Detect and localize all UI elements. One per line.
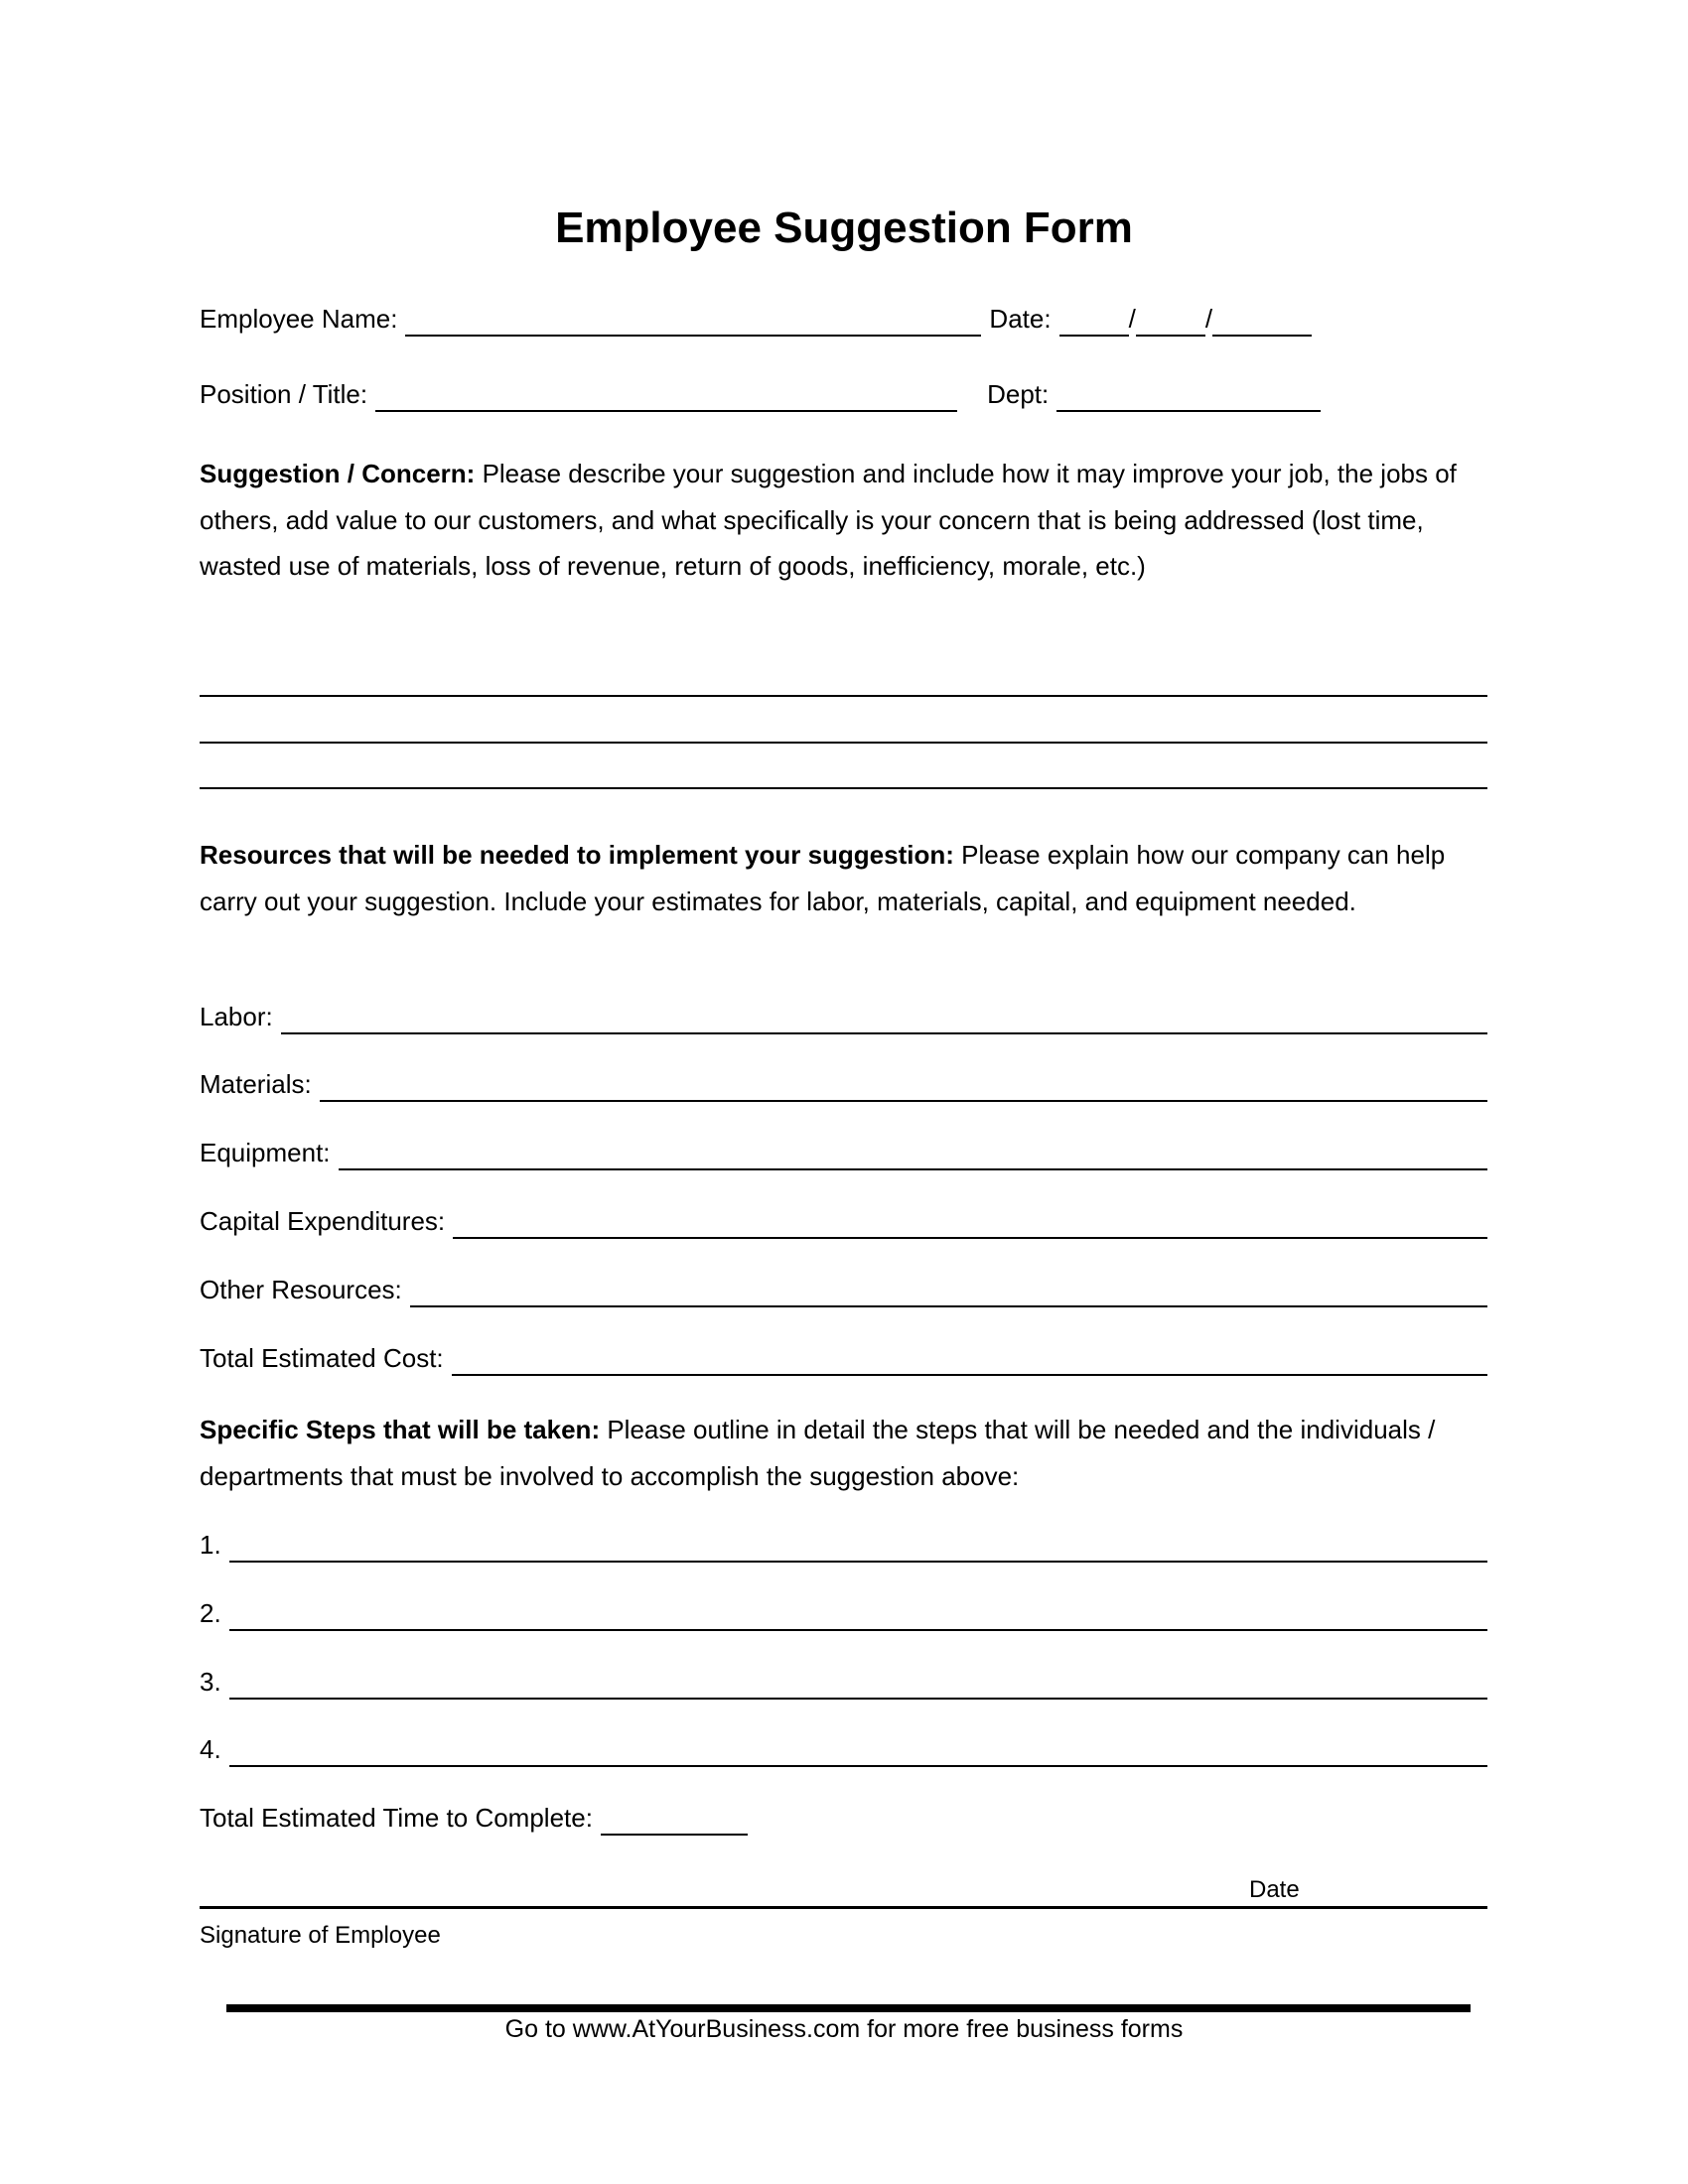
materials-label: Materials: [200,1069,312,1099]
suggestion-line[interactable] [200,742,1487,744]
step-row [200,1527,1487,1563]
materials-row [200,1066,1487,1102]
total-cost-field[interactable] [452,1346,1487,1376]
step-field[interactable] [229,1670,1487,1700]
signature-label: Signature of Employee [200,1922,441,1949]
total-time-field[interactable] [601,1806,748,1836]
steps-instructions [200,1407,1487,1499]
equipment-field[interactable] [339,1141,1487,1170]
labor-row [200,999,1487,1034]
step-field[interactable] [229,1737,1487,1767]
step-field[interactable] [229,1601,1487,1631]
date-day-field[interactable] [1136,307,1205,337]
signature-line[interactable] [200,1906,1487,1909]
date-separator: / [1128,304,1136,334]
steps-heading: Specific Steps that will be taken: [200,1415,601,1444]
suggestion-text: Please describe your suggestion and include how it may improve your job, the jobs of others, add value to our customers, and what specifically is your concern that is being addressed (lost time, wasted use of materials, loss of revenue, return of goods, inefficiency, morale, etc.) [200,459,1457,581]
position-label: Position / Title: [200,379,368,409]
footer-text: Go to www.AtYourBusiness.com for more free business forms [504,2015,1184,2043]
step-row [200,1664,1487,1700]
suggestion-line[interactable] [200,695,1487,697]
date-month-field[interactable] [1059,307,1129,337]
dept-field[interactable] [1056,382,1321,412]
step-field[interactable] [229,1533,1487,1563]
labor-field[interactable] [281,1005,1487,1034]
capital-row [200,1203,1487,1239]
resources-text: Please explain how our company can help carry out your suggestion. Include your estimates for labor, materials, capital, and equipment needed. [200,840,1446,916]
step-row [200,1595,1487,1631]
suggestion-instructions [200,451,1487,590]
other-resources-row [200,1272,1487,1307]
date-label: Date: [989,304,1052,334]
steps-text: Please outline in detail the steps that will be needed and the individuals / departments that must be involved to accomplish the suggestion above: [200,1415,1436,1491]
resources-heading: Resources that will be needed to implement your suggestion: [200,840,954,870]
employee-name-row [200,301,1487,337]
footer-divider [226,2004,1471,2012]
resources-instructions [200,832,1487,924]
capital-field[interactable] [453,1209,1487,1239]
step-number: 3. [200,1667,221,1697]
step-number: 2. [200,1598,221,1628]
position-field[interactable] [375,382,957,412]
date-separator: / [1204,304,1213,334]
other-resources-label: Other Resources: [200,1275,402,1304]
step-number: 1. [200,1530,221,1560]
step-number: 4. [200,1734,221,1764]
step-row [200,1731,1487,1767]
labor-label: Labor: [200,1002,273,1031]
suggestion-line[interactable] [200,787,1487,789]
dept-label: Dept: [987,379,1050,409]
employee-name-field[interactable] [405,307,981,337]
total-time-row [200,1800,1487,1836]
capital-label: Capital Expenditures: [200,1206,446,1236]
suggestion-heading: Suggestion / Concern: [200,459,476,488]
page-title: Employee Suggestion Form [555,204,1133,252]
materials-field[interactable] [320,1072,1487,1102]
equipment-row [200,1135,1487,1170]
total-cost-label: Total Estimated Cost: [200,1343,444,1373]
other-resources-field[interactable] [410,1278,1487,1307]
position-row [200,376,1487,412]
employee-name-label: Employee Name: [200,304,398,334]
date-year-field[interactable] [1212,307,1312,337]
equipment-label: Equipment: [200,1138,331,1167]
total-time-label: Total Estimated Time to Complete: [200,1803,593,1833]
signature-date-label: Date [1249,1876,1300,1903]
total-cost-row [200,1340,1487,1376]
